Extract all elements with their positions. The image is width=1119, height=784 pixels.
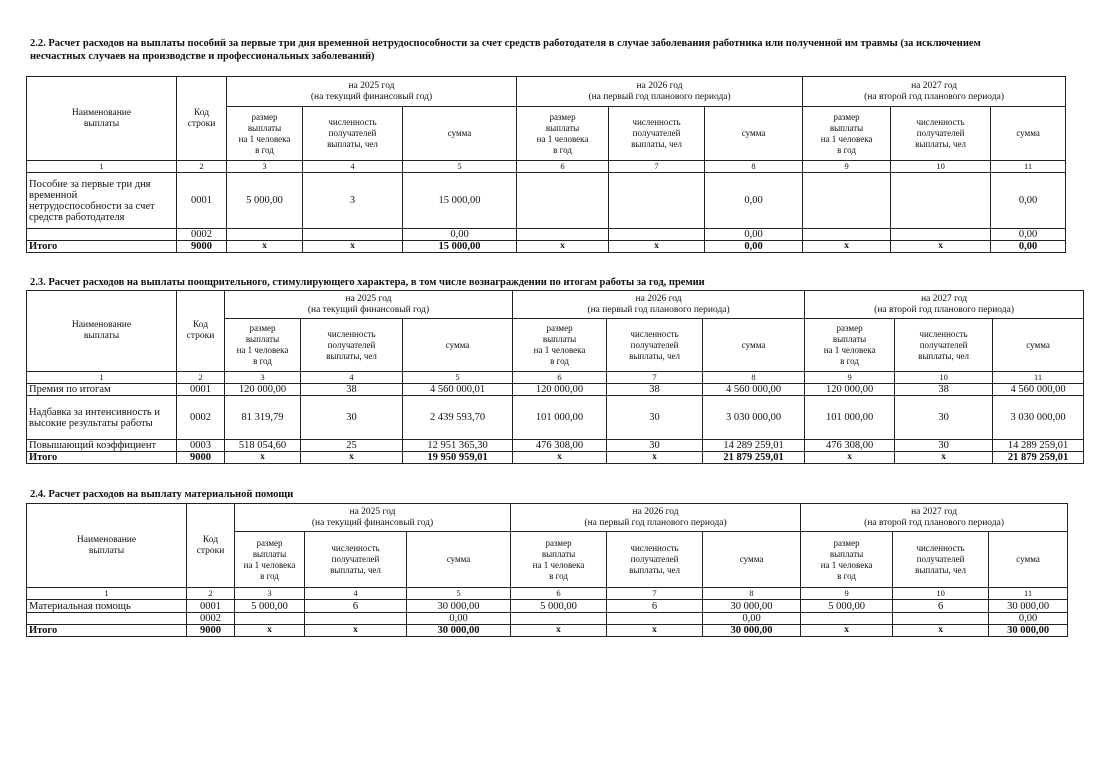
header-2026: на 2026 год (на первый год планового периода) [511,504,801,532]
row-code: 0001 [187,600,235,613]
header-name: Наименование выплаты [27,504,187,588]
cell-x: х [301,452,403,464]
header-count: численность получателей выплаты, чел [893,532,989,588]
row-code: 9000 [177,241,227,253]
col-number: 3 [225,372,301,384]
table-row-total [27,452,1084,464]
row-name: Надбавка за интенсивность и высокие результаты работы [27,396,177,440]
col-number: 8 [703,588,801,600]
row-name: Повышающий коэффициент [27,440,177,452]
col-number: 11 [993,372,1084,384]
cell-value: 30 000,00 [989,600,1068,613]
header-count: численность получателей выплаты, чел [607,532,703,588]
cell-value: 38 [301,384,403,396]
header-2025: на 2025 год (на текущий финансовый год) [235,504,511,532]
cell-value: 120 000,00 [805,384,895,396]
header-size: размер выплаты на 1 человека в год [513,319,607,372]
col-number: 9 [803,161,891,173]
cell-x: х [805,452,895,464]
cell-value: 101 000,00 [513,396,607,440]
col-number: 4 [303,161,403,173]
cell-sum: 0,00 [989,613,1068,625]
total-label: Итого [27,625,187,637]
cell-value: 30 000,00 [703,600,801,613]
header-count: численность получателей выплаты, чел [607,319,703,372]
row-name: Пособие за первые три дня временной нетрудоспособности за счет средств работодателя [27,173,177,229]
col-number: 9 [805,372,895,384]
cell-value: 3 030 000,00 [993,396,1084,440]
col-number: 5 [407,588,511,600]
total-label: Итого [27,241,177,253]
col-number: 11 [989,588,1068,600]
cell-count [609,173,705,229]
row-code: 0003 [177,440,225,452]
section-2-4-title: 2.4. Расчет расходов на выплату материальной помощи [30,489,294,500]
header-size: размер выплаты на 1 человека в год [517,107,609,161]
col-number: 10 [893,588,989,600]
header-size: размер выплаты на 1 человека в год [511,532,607,588]
table-row [27,613,1068,625]
cell-value: 6 [305,600,407,613]
header-2027: на 2027 год (на второй год планового периода) [803,77,1066,107]
cell-value: 2 439 593,70 [403,396,513,440]
cell-value: 476 308,00 [513,440,607,452]
cell-value: 6 [607,600,703,613]
col-number: 2 [177,161,227,173]
cell-sum: 0,00 [703,613,801,625]
cell-value: 38 [895,384,993,396]
cell-x: х [801,625,893,637]
col-number: 3 [235,588,305,600]
row-name: Материальная помощь [27,600,187,613]
cell-x: х [607,625,703,637]
cell-size [803,173,891,229]
cell-sum: 0,00 [991,173,1066,229]
cell-value: 5 000,00 [235,600,305,613]
header-code: Код строки [177,77,227,161]
header-size: размер выплаты на 1 человека в год [801,532,893,588]
cell-value: 30 [895,396,993,440]
header-size: размер выплаты на 1 человека в год [805,319,895,372]
cell-sum: 0,00 [991,229,1066,241]
cell-x: х [225,452,301,464]
col-number: 8 [705,161,803,173]
cell-total: 21 879 259,01 [703,452,805,464]
cell-total: 21 879 259,01 [993,452,1084,464]
col-number: 1 [27,161,177,173]
row-code: 9000 [177,452,225,464]
cell-value: 120 000,00 [513,384,607,396]
header-2027: на 2027 год (на второй год планового периода) [805,291,1084,319]
cell-total: 30 000,00 [407,625,511,637]
header-count: численность получателей выплаты, чел [303,107,403,161]
table-row [27,440,1084,452]
cell-value: 38 [607,384,703,396]
section-2-2-title [30,38,981,63]
header-count: численность получателей выплаты, чел [895,319,993,372]
section-2-2-title-line2: несчастных случаев на производстве и профессиональных заболеваний) [30,50,375,62]
table-2-2 [26,76,1066,253]
header-name: Наименование выплаты [27,77,177,161]
cell-value: 81 319,79 [225,396,301,440]
cell-x: х [513,452,607,464]
col-number: 6 [513,372,607,384]
table-2-3 [26,290,1084,464]
col-number: 7 [609,161,705,173]
col-number: 10 [895,372,993,384]
cell-total: 0,00 [991,241,1066,253]
row-code: 0002 [187,613,235,625]
table-row [27,396,1084,440]
cell-x: х [891,241,991,253]
header-sum: сумма [403,107,517,161]
cell-value: 4 560 000,00 [703,384,805,396]
col-number: 2 [177,372,225,384]
header-sum: сумма [991,107,1066,161]
header-count: численность получателей выплаты, чел [301,319,403,372]
cell-value: 30 [607,396,703,440]
header-code: Код строки [187,504,235,588]
header-code: Код строки [177,291,225,372]
cell-value: 120 000,00 [225,384,301,396]
cell-total: 19 950 959,01 [403,452,513,464]
row-code: 9000 [187,625,235,637]
cell-value: 14 289 259,01 [703,440,805,452]
cell-total: 30 000,00 [989,625,1068,637]
table-row [27,229,1066,241]
table-row-total [27,625,1068,637]
cell-value: 4 560 000,01 [403,384,513,396]
header-count: численность получателей выплаты, чел [891,107,991,161]
cell-total: 0,00 [705,241,803,253]
header-2025: на 2025 год (на текущий финансовый год) [225,291,513,319]
cell-x: х [607,452,703,464]
cell-value: 12 951 365,30 [403,440,513,452]
col-number: 3 [227,161,303,173]
col-number: 7 [607,588,703,600]
col-number: 4 [301,372,403,384]
cell-value: 5 000,00 [801,600,893,613]
header-sum: сумма [703,319,805,372]
col-number: 5 [403,372,513,384]
section-2-2-title-line1: 2.2. Расчет расходов на выплаты пособий за первые три дня временной нетрудоспособности за счет средств работодателя в случае заболевания работника или полученной им травмы (за исключением [30,38,981,49]
header-size: размер выплаты на 1 человека в год [227,107,303,161]
cell-value: 518 054,60 [225,440,301,452]
cell-total: 30 000,00 [703,625,801,637]
cell-value: 30 [895,440,993,452]
cell-value: 101 000,00 [805,396,895,440]
cell-x: х [227,241,303,253]
cell-value: 6 [893,600,989,613]
table-row [27,600,1068,613]
row-name: Премия по итогам [27,384,177,396]
cell-value: 476 308,00 [805,440,895,452]
header-sum: сумма [703,532,801,588]
row-code: 0001 [177,384,225,396]
cell-x: х [893,625,989,637]
cell-value: 14 289 259,01 [993,440,1084,452]
cell-sum: 0,00 [403,229,517,241]
cell-size [517,173,609,229]
cell-x: х [235,625,305,637]
col-number: 6 [517,161,609,173]
col-number: 5 [403,161,517,173]
cell-x: х [303,241,403,253]
header-2026: на 2026 год (на первый год планового периода) [517,77,803,107]
cell-x: х [305,625,407,637]
header-sum: сумма [403,319,513,372]
row-code: 0001 [177,173,227,229]
cell-value: 5 000,00 [511,600,607,613]
row-code: 0002 [177,229,227,241]
cell-count [891,173,991,229]
cell-x: х [895,452,993,464]
col-number: 1 [27,372,177,384]
cell-sum: 0,00 [705,229,803,241]
header-2026: на 2026 год (на первый год планового периода) [513,291,805,319]
table-2-4 [26,503,1068,637]
col-number: 2 [187,588,235,600]
col-number: 1 [27,588,187,600]
table-row [27,384,1084,396]
header-count: численность получателей выплаты, чел [609,107,705,161]
row-code: 0002 [177,396,225,440]
cell-x: х [517,241,609,253]
table-row [27,173,1066,229]
header-size: размер выплаты на 1 человека в год [803,107,891,161]
header-count: численность получателей выплаты, чел [305,532,407,588]
total-label: Итого [27,452,177,464]
col-number: 7 [607,372,703,384]
section-2-3-title: 2.3. Расчет расходов на выплаты поощрительного, стимулирующего характера, в том числе вознаграждении по итогам работы за год, премии [30,277,705,288]
col-number: 10 [891,161,991,173]
header-2025: на 2025 год (на текущий финансовый год) [227,77,517,107]
cell-sum: 15 000,00 [403,173,517,229]
cell-value: 30 000,00 [407,600,511,613]
header-sum: сумма [993,319,1084,372]
cell-x: х [803,241,891,253]
header-size: размер выплаты на 1 человека в год [225,319,301,372]
cell-total: 15 000,00 [403,241,517,253]
col-number: 6 [511,588,607,600]
table-row-total [27,241,1066,253]
cell-x: х [609,241,705,253]
cell-value: 30 [607,440,703,452]
cell-sum: 0,00 [705,173,803,229]
cell-value: 3 030 000,00 [703,396,805,440]
header-sum: сумма [407,532,511,588]
header-name: Наименование выплаты [27,291,177,372]
cell-x: х [511,625,607,637]
cell-value: 25 [301,440,403,452]
header-sum: сумма [989,532,1068,588]
col-number: 8 [703,372,805,384]
cell-value: 30 [301,396,403,440]
cell-value: 4 560 000,00 [993,384,1084,396]
header-sum: сумма [705,107,803,161]
header-size: размер выплаты на 1 человека в год [235,532,305,588]
cell-size: 5 000,00 [227,173,303,229]
col-number: 4 [305,588,407,600]
header-2027: на 2027 год (на второй год планового периода) [801,504,1068,532]
cell-sum: 0,00 [407,613,511,625]
cell-count: 3 [303,173,403,229]
col-number: 11 [991,161,1066,173]
col-number: 9 [801,588,893,600]
